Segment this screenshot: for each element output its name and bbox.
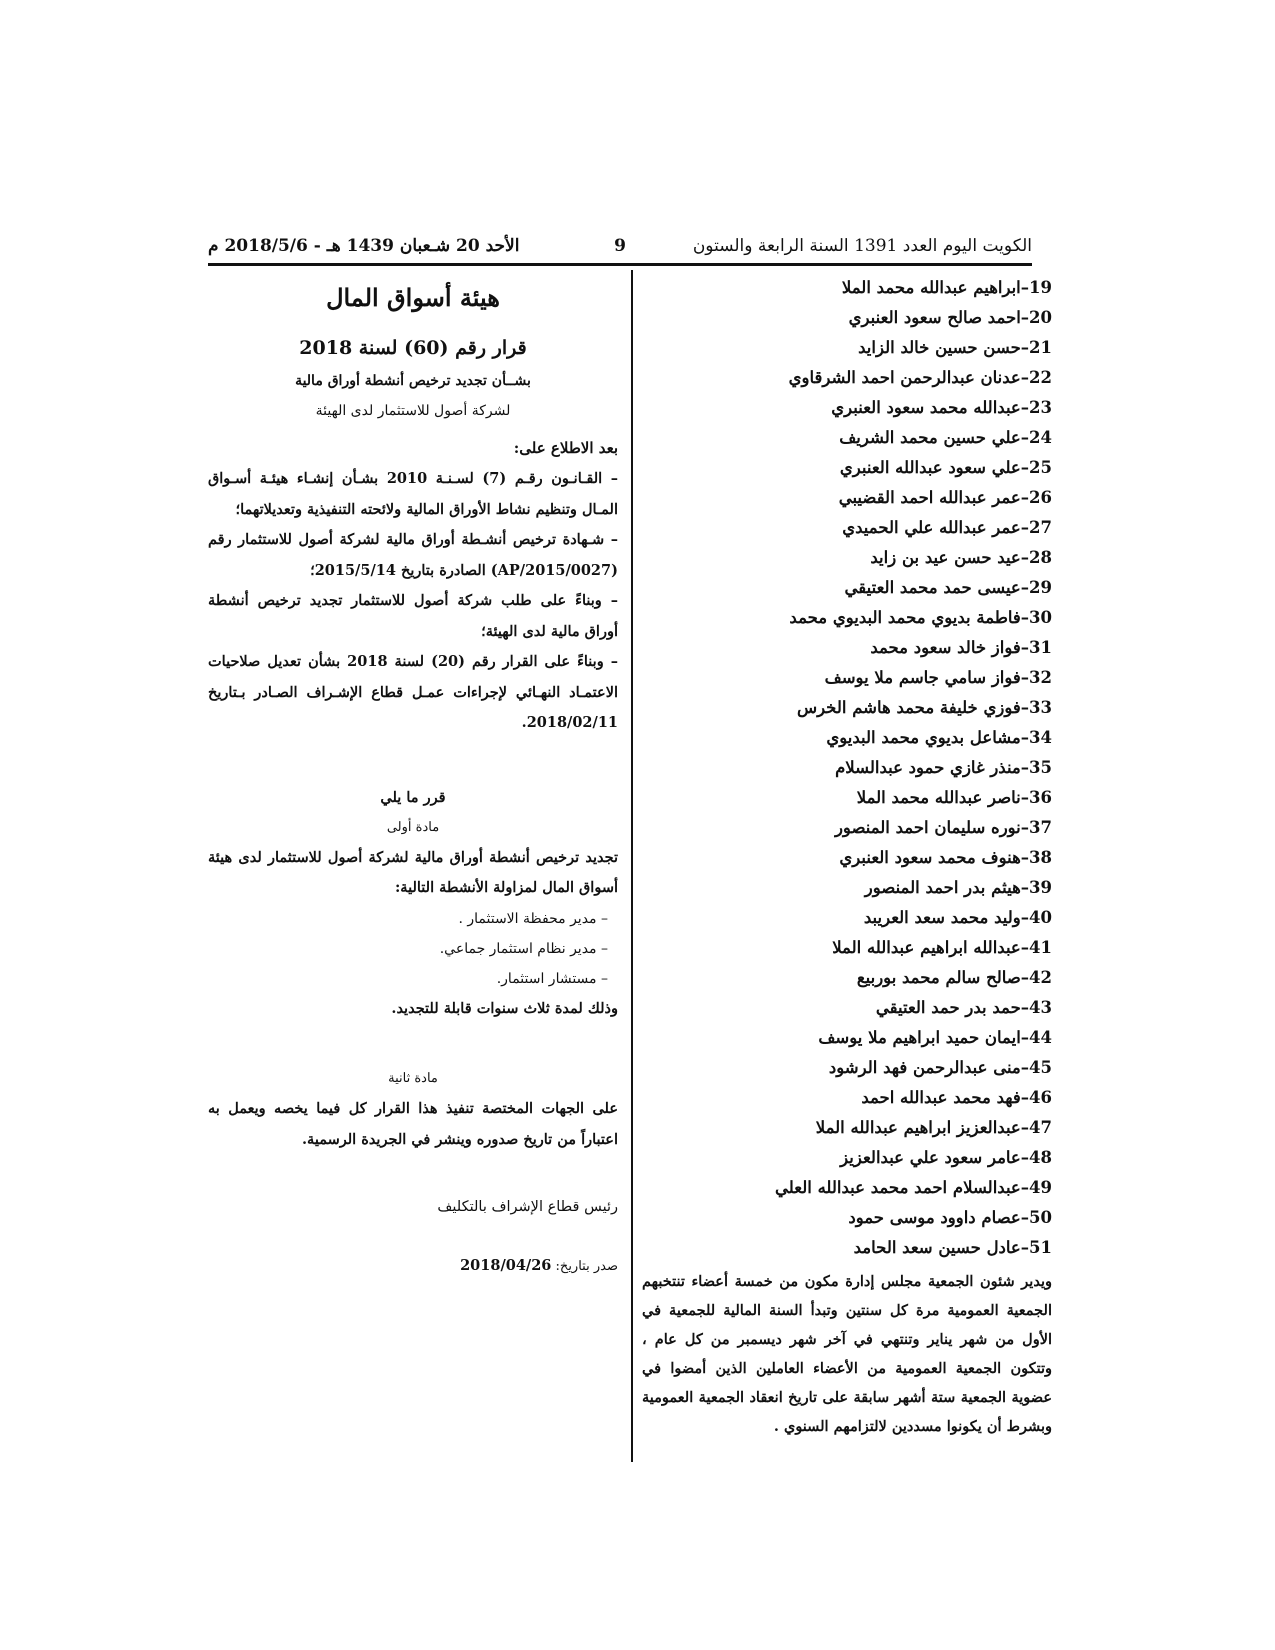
member-item: 45–منى عبدالرحمن فهد الرشود [828,1058,1052,1077]
decision-column [208,278,618,1274]
member-item: 27–عمر عبدالله علي الحميدي [842,518,1052,537]
member-item: 31–فواز خالد سعود محمد [870,638,1052,657]
member-item: 40–وليد محمد سعد العريبد [863,908,1052,927]
review-item: – وبناءً على طلب شركة أصول للاستثمار تجديد ترخيص أنشطة أوراق مالية لدى الهيئة؛ [208,592,618,640]
member-item: 24–علي حسين محمد الشريف [839,428,1052,447]
member-item: 37–نوره سليمان احمد المنصور [834,818,1052,837]
member-item: 30–فاطمة بديوي محمد البديوي محمد [789,608,1052,627]
signer-title: رئيس قطاع الإشراف بالتكليف [437,1199,618,1215]
issued-date: 2018/04/26 [460,1257,552,1274]
license-duration: وذلك لمدة ثلاث سنوات قابلة للتجديد. [391,999,618,1017]
member-item: 50–عصام داوود موسى حمود [848,1208,1052,1227]
review-item: – القـانـون رقـم (7) لسـنـة 2010 بشـأن إنشـاء هيئـة أسـواق المـال وتنظيم نشاط الأوراق المالية ولائحته التنفيذية وتعديلاتهما؛ [208,470,618,518]
review-heading: بعد الاطلاع على: [513,439,618,457]
member-item: 26–عمر عبدالله احمد القضيبي [838,488,1052,507]
member-item: 23–عبدالله محمد سعود العنبري [831,398,1052,417]
member-item: 41–عبدالله ابراهيم عبدالله الملا [832,938,1052,957]
member-item: 49–عبدالسلام احمد محمد عبدالله العلي [775,1178,1052,1197]
member-item: 39–هيثم بدر احمد المنصور [864,878,1052,897]
member-item: 43–حمد بدر حمد العتيقي [875,998,1052,1017]
member-item: 19–ابراهيم عبدالله محمد الملا [841,278,1052,297]
member-item: 34–مشاعل بديوي محمد البديوي [826,728,1052,747]
member-item: 36–ناصر عبدالله محمد الملا [856,788,1052,807]
decision-subject: بشــأن تجديد ترخيص أنشطة أوراق مالية [295,373,531,389]
review-item: – وبناءً على القرار رقم (20) لسنة 2018 بشأن تعديل صلاحيات الاعتمـاد النهـائي لإجراءات عمـل قطاع الإشـراف الصـادر بـتاريخ 2018/02/11. [208,653,619,731]
member-item: 28–عيد حسن عيد بن زايد [870,548,1052,567]
article-text: تجديد ترخيص أنشطة أوراق مالية لشركة أصول للاستثمار لدى هيئة أسواق المال لمزاولة الأنشطة التالية: [208,848,618,896]
article-title: مادة ثانية [388,1071,438,1086]
members-column [642,273,1052,1456]
member-item: 32–فواز سامي جاسم ملا يوسف [824,668,1052,687]
member-item: 44–ايمان حميد ابراهيم ملا يوسف [818,1028,1052,1047]
page-number: 9 [614,236,626,256]
member-item: 25–علي سعود عبدالله العنبري [839,458,1052,477]
members-list [642,273,1052,1263]
member-item: 42–صالح سالم محمد بوربيع [856,968,1052,987]
decision-subject-company: لشركة أصول للاستثمار لدى الهيئة [315,403,511,419]
member-item: 20–احمد صالح سعود العنبري [848,308,1052,327]
issue-date-line [208,1257,618,1274]
activity-item: – مستشار استثمار. [496,970,608,987]
member-item: 29–عيسى حمد محمد العتيقي [844,578,1052,597]
article-title: مادة أولى [386,819,440,835]
decision-number: قرار رقم (60) لسنة 2018 [299,337,527,359]
page-header [208,236,1032,266]
issue-date: الأحد 20 شـعبان 1439 هـ - 2018/5/6 م [208,236,520,256]
member-item: 35–منذر غازي حمود عبدالسلام [835,758,1052,777]
activity-item: – مدير نظام استثمار جماعي. [439,940,608,957]
header-rule [208,263,1032,266]
member-item: 21–حسن حسين خالد الزايد [858,338,1052,357]
authority-title: هيئة أسواق المال [326,283,500,312]
member-item: 33–فوزي خليفة محمد هاشم الخرس [796,698,1052,717]
decides-heading: قرر ما يلي [380,788,446,806]
review-item: – شـهادة ترخيص أنشـطة أوراق مالية لشركة أصول للاستثمار رقم (AP/2015/0027) الصادرة بتاريخ 2015/5/14؛ [208,531,618,579]
member-item: 47–عبدالعزيز ابراهيم عبدالله الملا [815,1118,1052,1137]
activity-item: – مدير محفظة الاستثمار . [458,910,608,927]
member-item: 22–عدنان عبدالرحمن احمد الشرقاوي [788,368,1052,387]
column-divider [631,270,633,1462]
gazette-issue: الكويت اليوم العدد 1391 السنة الرابعة والستون [692,236,1032,256]
member-item: 46–فهد محمد عبدالله احمد [861,1088,1052,1107]
issued-label: صدر بتاريخ: [555,1259,618,1274]
member-item: 51–عادل حسين سعد الحامد [853,1238,1052,1257]
board-paragraph: ويدير شئون الجمعية مجلس إدارة مكون من خمسة أعضاء تنتخبهم الجمعية العمومية مرة كل سنتين وتبدأ السنة المالية للجمعية في الأول من شهر يناير وتنتهي في آخر شهر ديسمبر من كل عام ، وتتكون الجمعية العمومية من الأعضاء العاملين الذين أمضوا في عضوية الجمعية ستة أشهر سابقة على تاريخ انعقاد الجمعية العمومية وبشرط أن يكونوا مسددين لالتزامهم السنوي . [642,1273,1052,1435]
member-item: 48–عامر سعود علي عبدالعزيز [840,1148,1052,1167]
article-text: على الجهات المختصة تنفيذ هذا القرار كل فيما يخصه ويعمل به اعتباراً من تاريخ صدوره وينشر في الجريدة الرسمية. [208,1100,618,1148]
member-item: 38–هنوف محمد سعود العنبري [839,848,1052,867]
